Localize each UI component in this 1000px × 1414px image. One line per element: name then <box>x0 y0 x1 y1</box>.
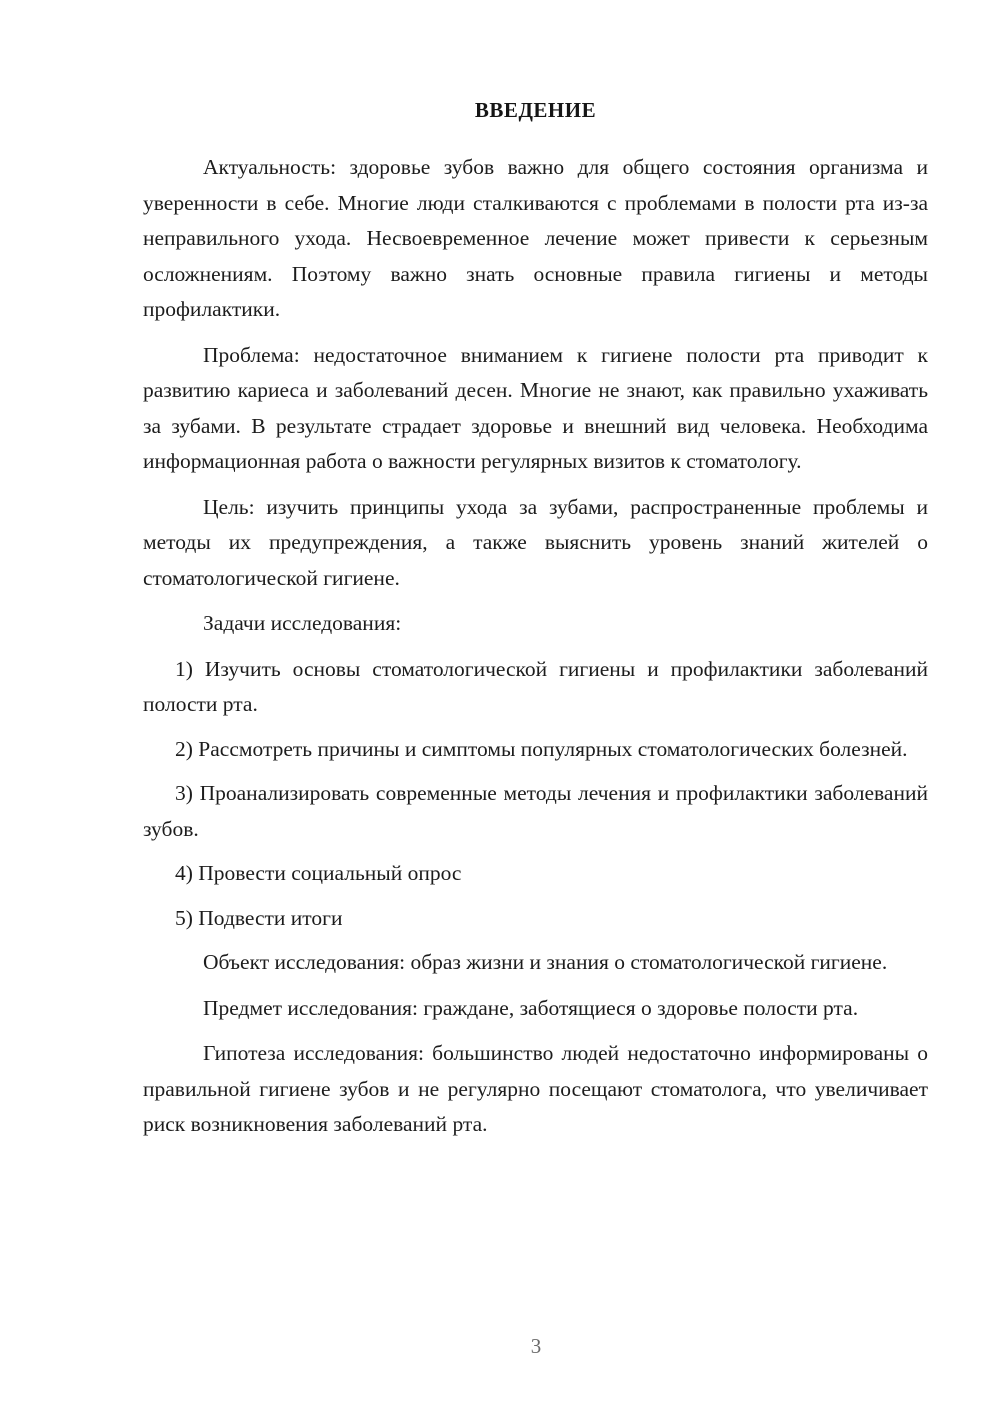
hypothesis-paragraph: Гипотеза исследования: большинство людей недостаточно информированы о правильной гигиене зубов и не регулярно посещают стоматолога, что увеличивает риск возникновения заболеваний рта. <box>143 1041 928 1136</box>
section-title: ВВЕДЕНИЕ <box>474 98 597 122</box>
page-content <box>143 92 928 1153</box>
task-item-5: 5) Подвести итоги <box>175 905 343 930</box>
goal-paragraph: Цель: изучить принципы ухода за зубами, распространенные проблемы и методы их предупреждения, а также выяснить уровень знаний жителей о стоматологической гигиене. <box>143 494 928 590</box>
task-item-2: 2) Рассмотреть причины и симптомы популярных стоматологических болезней. <box>175 736 908 761</box>
task-item-3: 3) Проанализировать современные методы лечения и профилактики заболеваний зубов. <box>143 781 928 841</box>
tasks-heading: Задачи исследования: <box>203 611 402 635</box>
page-number: 3 <box>530 1334 542 1358</box>
problem-paragraph: Проблема: недостаточное вниманием к гигиене полости рта приводит к развитию кариеса и заболеваний десен. Многие не знают, как правильно ухаживать за зубами. В результате страдает здоровье и внешний вид человека. Необходима информационная работа о важности регулярных визитов к стоматологу. <box>143 342 928 473</box>
task-item-4: 4) Провести социальный опрос <box>175 861 462 885</box>
subject-paragraph: Предмет исследования: граждане, заботящиеся о здоровье полости рта. <box>203 995 859 1020</box>
task-item-1: 1) Изучить основы стоматологической гигиены и профилактики заболеваний полости рта. <box>143 656 928 716</box>
object-paragraph: Объект исследования: образ жизни и знания о стоматологической гигиене. <box>203 950 888 974</box>
relevance-paragraph: Актуальность: здоровье зубов важно для общего состояния организма и уверенности в себе. Многие люди сталкиваются с проблемами в полости рта из-за неправильного ухода. Несвоевременное лечение может привести к серьезным осложнениям. Поэтому важно знать основные правила гигиены и методы профилактики. <box>143 155 928 321</box>
